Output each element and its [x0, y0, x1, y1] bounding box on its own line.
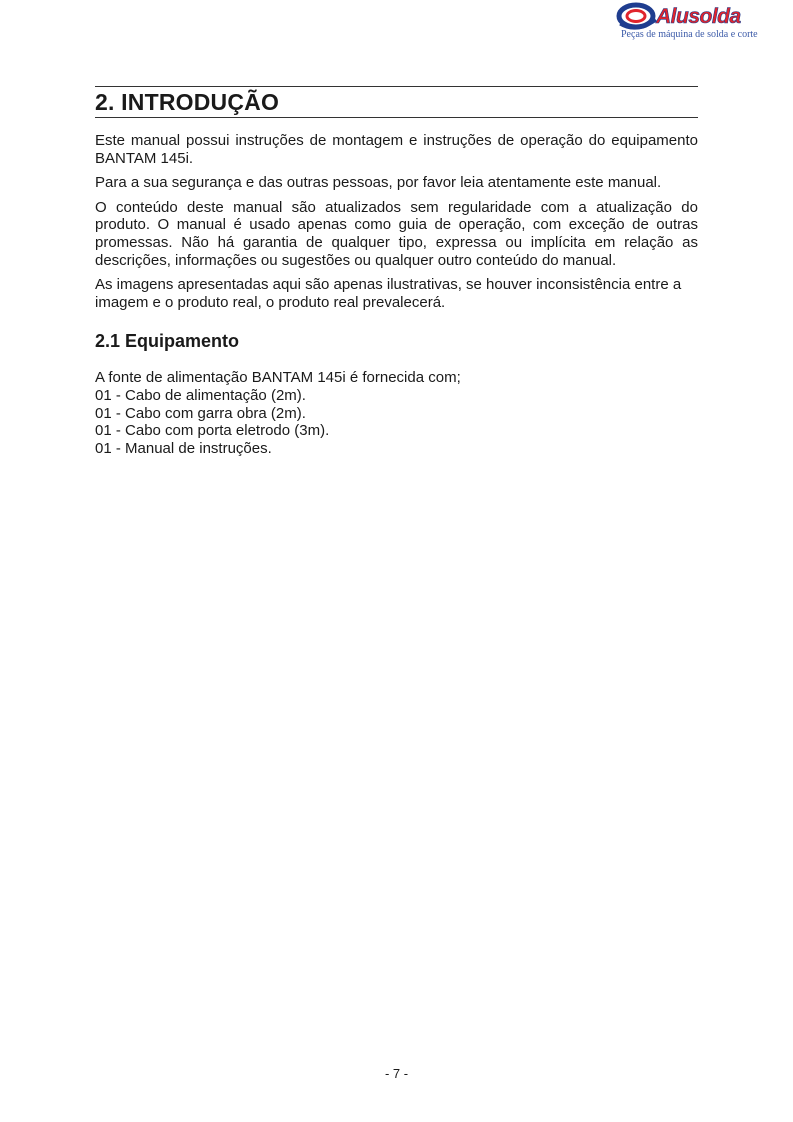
list-item: 01 - Manual de instruções. [95, 439, 272, 457]
logo-swoosh-icon [616, 2, 660, 32]
title-top-rule [95, 86, 698, 87]
document-body [95, 132, 698, 457]
title-underline [95, 117, 698, 118]
equipment-list [95, 387, 698, 457]
paragraph-images: As imagens apresentadas aqui são apenas ilustrativas, se houver inconsistência entre a imagem e o produto real, o produto real prevalecerá. [95, 276, 682, 311]
paragraph-disclaimer: O conteúdo deste manual são atualizados sem regularidade com a atualização do produto. O manual é usado apenas como guia de operação, com exceção de outras promessas. Não há garantia de qualquer tipo, expressa ou implícita em relação as descrições, informações ou sugestões ou qualquer outro conteúdo do manual. [95, 198, 698, 269]
list-item: 01 - Cabo com garra obra (2m). [95, 404, 306, 422]
list-item: 01 - Cabo de alimentação (2m). [95, 386, 306, 404]
list-item: 01 - Cabo com porta eletrodo (3m). [95, 422, 330, 440]
paragraph-intro: Este manual possui instruções de montagem e instruções de operação do equipamento BANTAM 145i. [95, 132, 698, 167]
brand-logo [616, 2, 756, 42]
page-number: - 7 - [384, 1066, 409, 1081]
section-title: 2. INTRODUÇÃO [95, 89, 280, 115]
logo-wordmark: Alusolda [656, 5, 741, 28]
paragraph-safety: Para a sua segurança e das outras pessoas, por favor leia atentamente este manual. [95, 174, 662, 192]
subsection-title: 2.1 Equipamento [95, 331, 240, 352]
logo-tagline: Peças de máquina de solda e corte [621, 29, 758, 40]
equipment-list-intro: A fonte de alimentação BANTAM 145i é fornecida com; [95, 369, 461, 387]
